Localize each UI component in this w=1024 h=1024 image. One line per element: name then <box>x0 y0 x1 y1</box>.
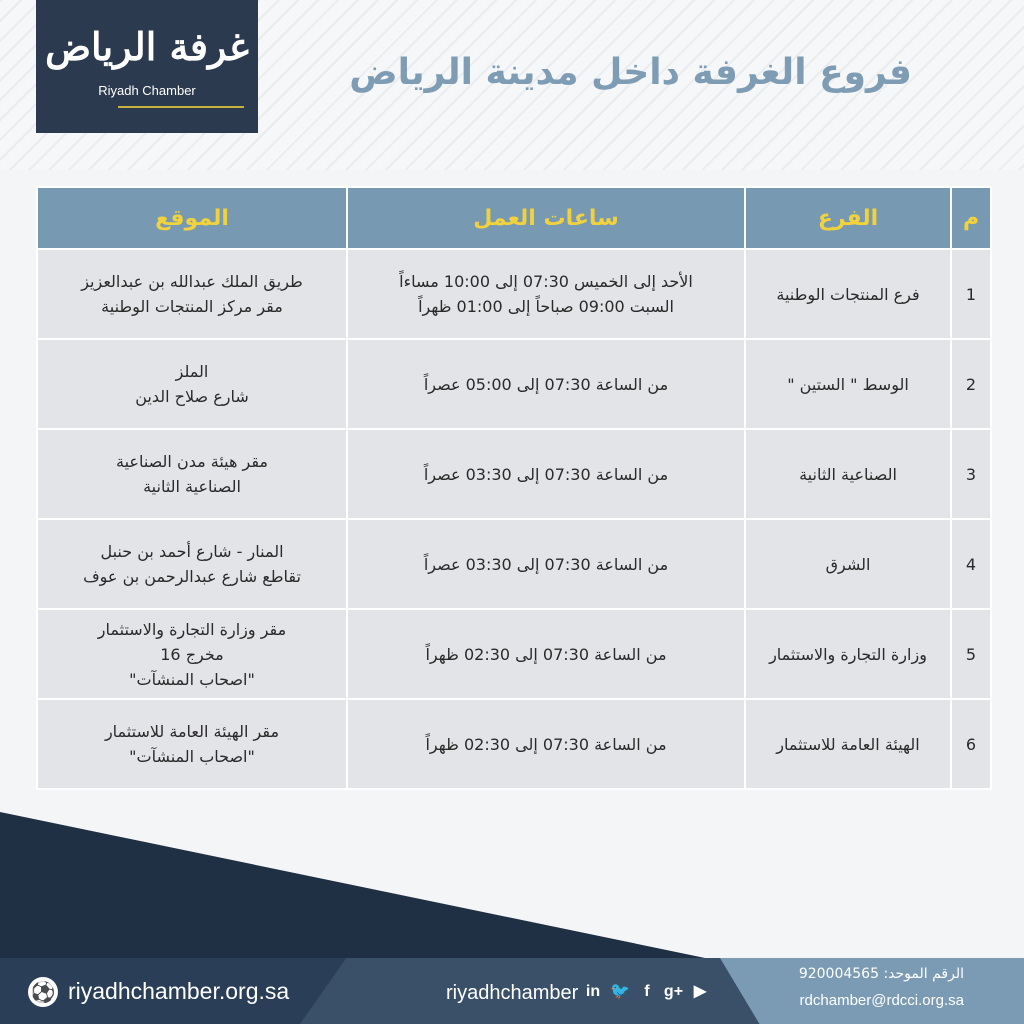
riyadh-chamber-logo <box>36 0 258 133</box>
working-hours-line: من الساعة 07:30 إلى 03:30 عصراً <box>423 464 669 484</box>
row-number: 6 <box>951 699 991 789</box>
table-row <box>37 339 991 429</box>
location-line: مقر الهيئة العامة للاستثمار <box>104 722 280 741</box>
branch-name: الوسط " الستين " <box>745 339 951 429</box>
branch-location <box>37 519 347 609</box>
branch-name: الهيئة العامة للاستثمار <box>745 699 951 789</box>
working-hours-line: السبت 09:00 صباحاً إلى 01:00 ظهراً <box>418 297 674 316</box>
row-number: 3 <box>951 429 991 519</box>
working-hours <box>347 339 745 429</box>
location-line: الملز <box>175 362 209 381</box>
row-number: 4 <box>951 519 991 609</box>
location-line: مقر وزارة التجارة والاستثمار <box>97 619 287 639</box>
table-row <box>37 519 991 609</box>
logo-arabic-text: غرفة الرياض <box>45 24 249 69</box>
row-number: 2 <box>951 339 991 429</box>
social-links <box>584 981 709 1003</box>
working-hours <box>347 699 745 789</box>
linkedin-icon[interactable]: in <box>585 983 601 1000</box>
table-row <box>37 249 991 339</box>
branch-name: وزارة التجارة والاستثمار <box>745 609 951 699</box>
branch-location <box>37 429 347 519</box>
location-line: "اصحاب المنشآت" <box>129 747 255 766</box>
location-line: المنار - شارع أحمد بن حنبل <box>100 542 284 561</box>
social-handle: riyadhchamber <box>446 982 579 1004</box>
branch-name: الشرق <box>745 519 951 609</box>
working-hours <box>347 249 745 339</box>
logo-english-text: Riyadh Chamber <box>98 83 196 98</box>
location-line: "اصحاب المنشآت" <box>129 669 255 689</box>
column-header-branch: الفرع <box>745 187 951 249</box>
unified-phone-number: الرقم الموحد: 920004565 <box>798 966 964 982</box>
branch-name: فرع المنتجات الوطنية <box>745 249 951 339</box>
location-line: طريق الملك عبدالله بن عبدالعزيز <box>81 272 303 291</box>
branch-location <box>37 699 347 789</box>
google-plus-icon[interactable]: g+ <box>663 983 684 1000</box>
youtube-icon[interactable]: ▶ <box>693 983 707 1000</box>
working-hours <box>347 429 745 519</box>
branch-name: الصناعية الثانية <box>745 429 951 519</box>
row-number: 5 <box>951 609 991 699</box>
location-line: مخرج 16 <box>160 644 224 664</box>
facebook-icon[interactable]: f <box>644 983 650 1000</box>
branch-location <box>37 339 347 429</box>
working-hours-line: من الساعة 07:30 إلى 02:30 ظهراً <box>425 644 667 664</box>
location-line: تقاطع شارع عبدالرحمن بن عوف <box>83 567 301 586</box>
table-header-row <box>37 187 991 249</box>
logo-underline <box>118 106 244 108</box>
working-hours-line: من الساعة 07:30 إلى 02:30 ظهراً <box>425 734 667 754</box>
location-line: مقر هيئة مدن الصناعية <box>116 452 268 471</box>
row-number: 1 <box>951 249 991 339</box>
working-hours <box>347 519 745 609</box>
column-header-hours: ساعات العمل <box>347 187 745 249</box>
working-hours-line: من الساعة 07:30 إلى 05:00 عصراً <box>423 374 669 394</box>
location-line: شارع صلاح الدين <box>135 387 249 406</box>
column-header-location: الموقع <box>37 187 347 249</box>
table-row <box>37 609 991 699</box>
table-row <box>37 699 991 789</box>
branch-location <box>37 609 347 699</box>
branch-location <box>37 249 347 339</box>
page-title: فروع الغرفة داخل مدينة الرياض <box>349 52 912 93</box>
column-header-number: م <box>951 187 991 249</box>
location-line: الصناعية الثانية <box>143 477 241 496</box>
table-row <box>37 429 991 519</box>
twitter-icon[interactable]: 🐦 <box>610 983 630 1000</box>
working-hours <box>347 609 745 699</box>
globe-icon: ⚽ <box>28 977 58 1007</box>
working-hours-line: من الساعة 07:30 إلى 03:30 عصراً <box>423 554 669 574</box>
working-hours-line: الأحد إلى الخميس 07:30 إلى 10:00 مساءاً <box>399 272 693 291</box>
website-link[interactable]: riyadhchamber.org.sa <box>68 978 290 1004</box>
branches-table <box>36 186 992 790</box>
location-line: مقر مركز المنتجات الوطنية <box>101 297 283 316</box>
contact-email[interactable]: rdchamber@rdcci.org.sa <box>799 992 964 1009</box>
